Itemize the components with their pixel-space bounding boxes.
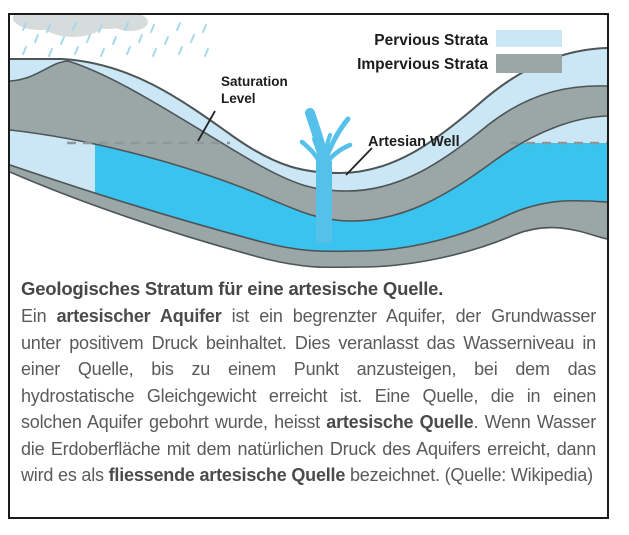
rain-drop <box>139 35 142 42</box>
rain-drop <box>49 49 52 56</box>
rain-drop <box>75 47 78 54</box>
rain-drop <box>151 25 154 32</box>
artesian-well-label: Artesian Well <box>368 134 460 150</box>
rain-drop <box>179 47 182 54</box>
strata-bands <box>10 48 607 268</box>
rain-cloud <box>13 15 208 56</box>
rain-drop <box>87 35 90 42</box>
legend <box>357 30 562 73</box>
cloud-puff <box>112 15 148 31</box>
caption-body: Ein artesischer Aquifer ist ein begrenzter Aquifer, der Grundwasser unter positivem Druck beinhaltet. Dies veranlasst das Wasserniveau in einer Quelle, bis zu einem Punkt anzusteigen, bei dem das hydrostatische Gleichgewicht erreicht ist. Eine Quelle, die in einen solchen Aquifer gebohrt wurde, heisst artesische Quelle. Wenn Wasser die Erdoberfläche mit dem natürlichen Druck des Aquifers erreicht, dann wird es als fliessende artesische Quelle bezeichnet. (Quelle: Wikipedia) <box>21 306 597 485</box>
rain-drop <box>177 23 180 30</box>
geology-diagram <box>10 15 607 268</box>
legend-impervious-swatch <box>496 54 562 73</box>
saturation-level-label-line1: Saturation <box>221 74 288 89</box>
rain-drop <box>203 25 206 32</box>
rain-drop <box>191 35 194 42</box>
legend-impervious-label: Impervious Strata <box>357 56 488 73</box>
rain-drop <box>165 37 168 44</box>
rain-drop <box>153 49 156 56</box>
figure-caption <box>10 268 607 489</box>
caption-title: Geologisches Stratum für eine artesische Quelle. <box>21 278 444 299</box>
saturation-level-label-line2: Level <box>221 91 256 106</box>
rain-drop <box>113 37 116 44</box>
rain-drop <box>35 35 38 42</box>
rain-drop <box>127 47 130 54</box>
legend-pervious-label: Pervious Strata <box>374 32 488 49</box>
legend-pervious-swatch <box>496 30 562 47</box>
rain-drop <box>23 47 26 54</box>
rain-drop <box>205 49 208 56</box>
figure-border-box <box>8 13 609 519</box>
well-fountain <box>302 113 350 165</box>
rain-drop <box>61 37 64 44</box>
rain-drop <box>101 49 104 56</box>
well-pipe <box>316 161 332 243</box>
